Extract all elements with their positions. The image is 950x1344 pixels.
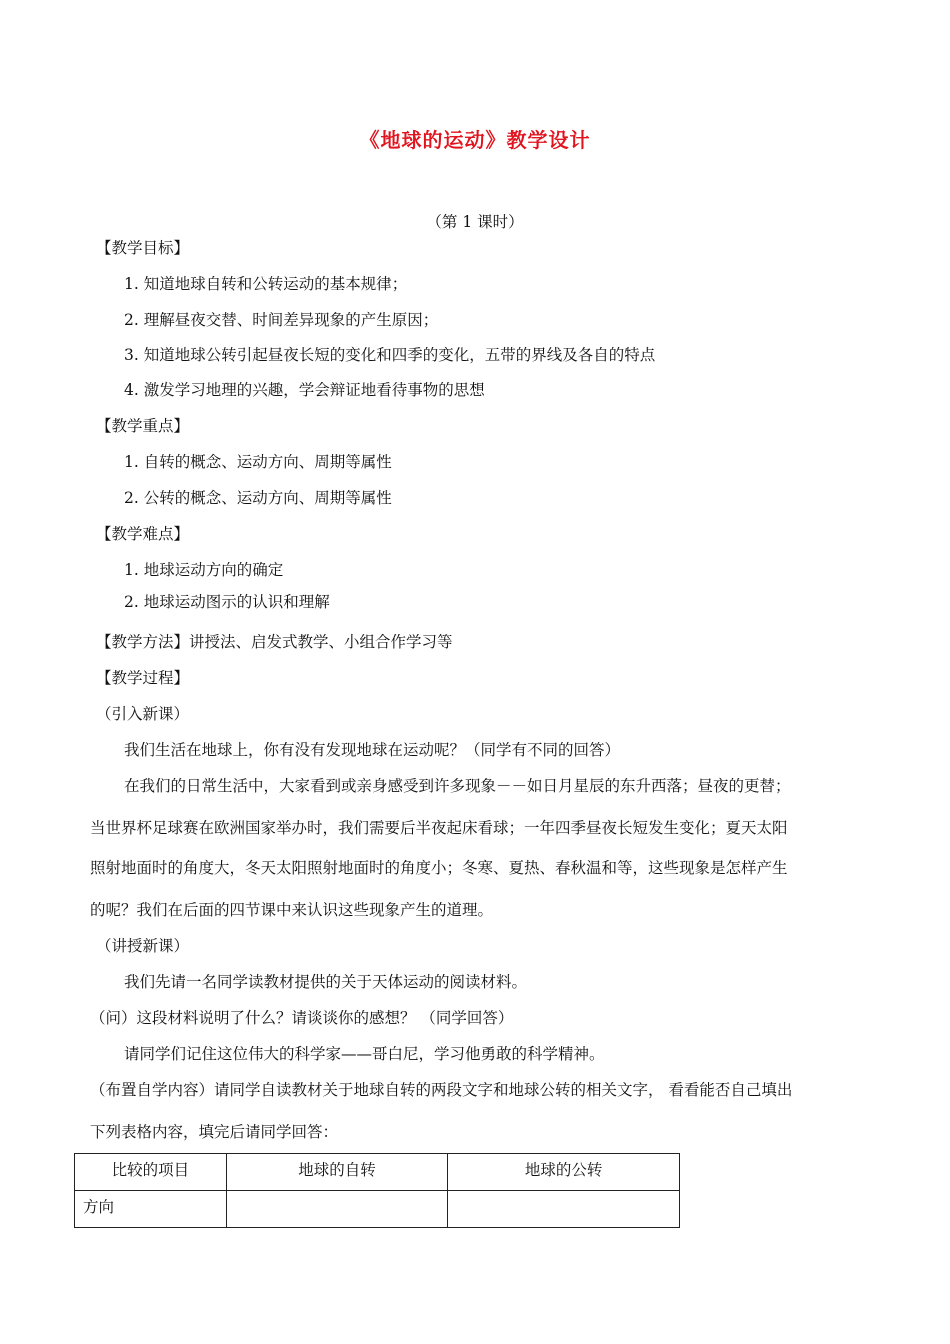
comparison-table — [74, 1153, 680, 1228]
intro-paragraph: 照射地面时的角度大，冬天太阳照射地面时的角度小；冬寒、夏热、春秋温和等，这些现象是怎样产生 — [90, 859, 788, 877]
table-header-row — [75, 1154, 680, 1191]
lesson-subtitle: （第 1 课时） — [426, 213, 524, 231]
document-title: 《地球的运动》教学设计 — [359, 128, 591, 152]
key-point-item: 1. 自转的概念、运动方向、周期等属性 — [124, 453, 392, 471]
objective-item: 3. 知道地球公转引起昼夜长短的变化和四季的变化，五带的界线及各自的特点 — [124, 346, 656, 364]
objective-item: 1. 知道地球自转和公转运动的基本规律； — [124, 275, 408, 293]
table-row — [75, 1191, 680, 1228]
table-cell — [226, 1191, 448, 1228]
objective-item: 4. 激发学习地理的兴趣，学会辩证地看待事物的思想 — [124, 381, 485, 399]
lecture-label: （讲授新课） — [96, 937, 190, 955]
lecture-paragraph: 我们先请一名同学读教材提供的关于天体运动的阅读材料。 — [124, 973, 528, 991]
table-cell — [448, 1191, 680, 1228]
intro-paragraph: 的呢？我们在后面的四节课中来认识这些现象产生的道理。 — [90, 901, 494, 919]
intro-paragraph: 当世界杯足球赛在欧洲国家举办时，我们需要后半夜起床看球；一年四季昼夜长短发生变化；夏天太阳 — [90, 819, 788, 837]
intro-label: （引入新课） — [96, 705, 190, 723]
table-header-cell: 比较的项目 — [75, 1154, 227, 1191]
table-cell: 方向 — [75, 1191, 227, 1228]
intro-paragraph: 我们生活在地球上，你有没有发现地球在运动呢？（同学有不同的回答） — [124, 741, 621, 759]
methods-line: 【教学方法】讲授法、启发式教学、小组合作学习等 — [96, 633, 453, 651]
question-line: （问）这段材料说明了什么？请谈谈你的感想？ （同学回答） — [90, 1009, 514, 1027]
lecture-paragraph: 请同学们记住这位伟大的科学家——哥白尼，学习他勇敢的科学精神。 — [124, 1045, 605, 1063]
table-header-cell: 地球的自转 — [226, 1154, 448, 1191]
difficulty-item: 1. 地球运动方向的确定 — [124, 561, 284, 579]
objective-item: 2. 理解昼夜交替、时间差异现象的产生原因； — [124, 311, 439, 329]
difficulties-heading: 【教学难点】 — [96, 525, 190, 543]
difficulty-item: 2. 地球运动图示的认识和理解 — [124, 593, 330, 611]
self-study-paragraph: （布置自学内容）请同学自读教材关于地球自转的两段文字和地球公转的相关文字， 看看能否自己填出 — [90, 1081, 793, 1099]
intro-paragraph: 在我们的日常生活中，大家看到或亲身感受到许多现象－－如日月星辰的东升西落；昼夜的更替； — [124, 777, 791, 795]
table-header-cell: 地球的公转 — [448, 1154, 680, 1191]
objectives-heading: 【教学目标】 — [96, 239, 190, 257]
process-heading: 【教学过程】 — [96, 669, 190, 687]
key-points-heading: 【教学重点】 — [96, 417, 190, 435]
key-point-item: 2. 公转的概念、运动方向、周期等属性 — [124, 489, 392, 507]
self-study-paragraph: 下列表格内容，填完后请同学回答： — [90, 1123, 339, 1141]
